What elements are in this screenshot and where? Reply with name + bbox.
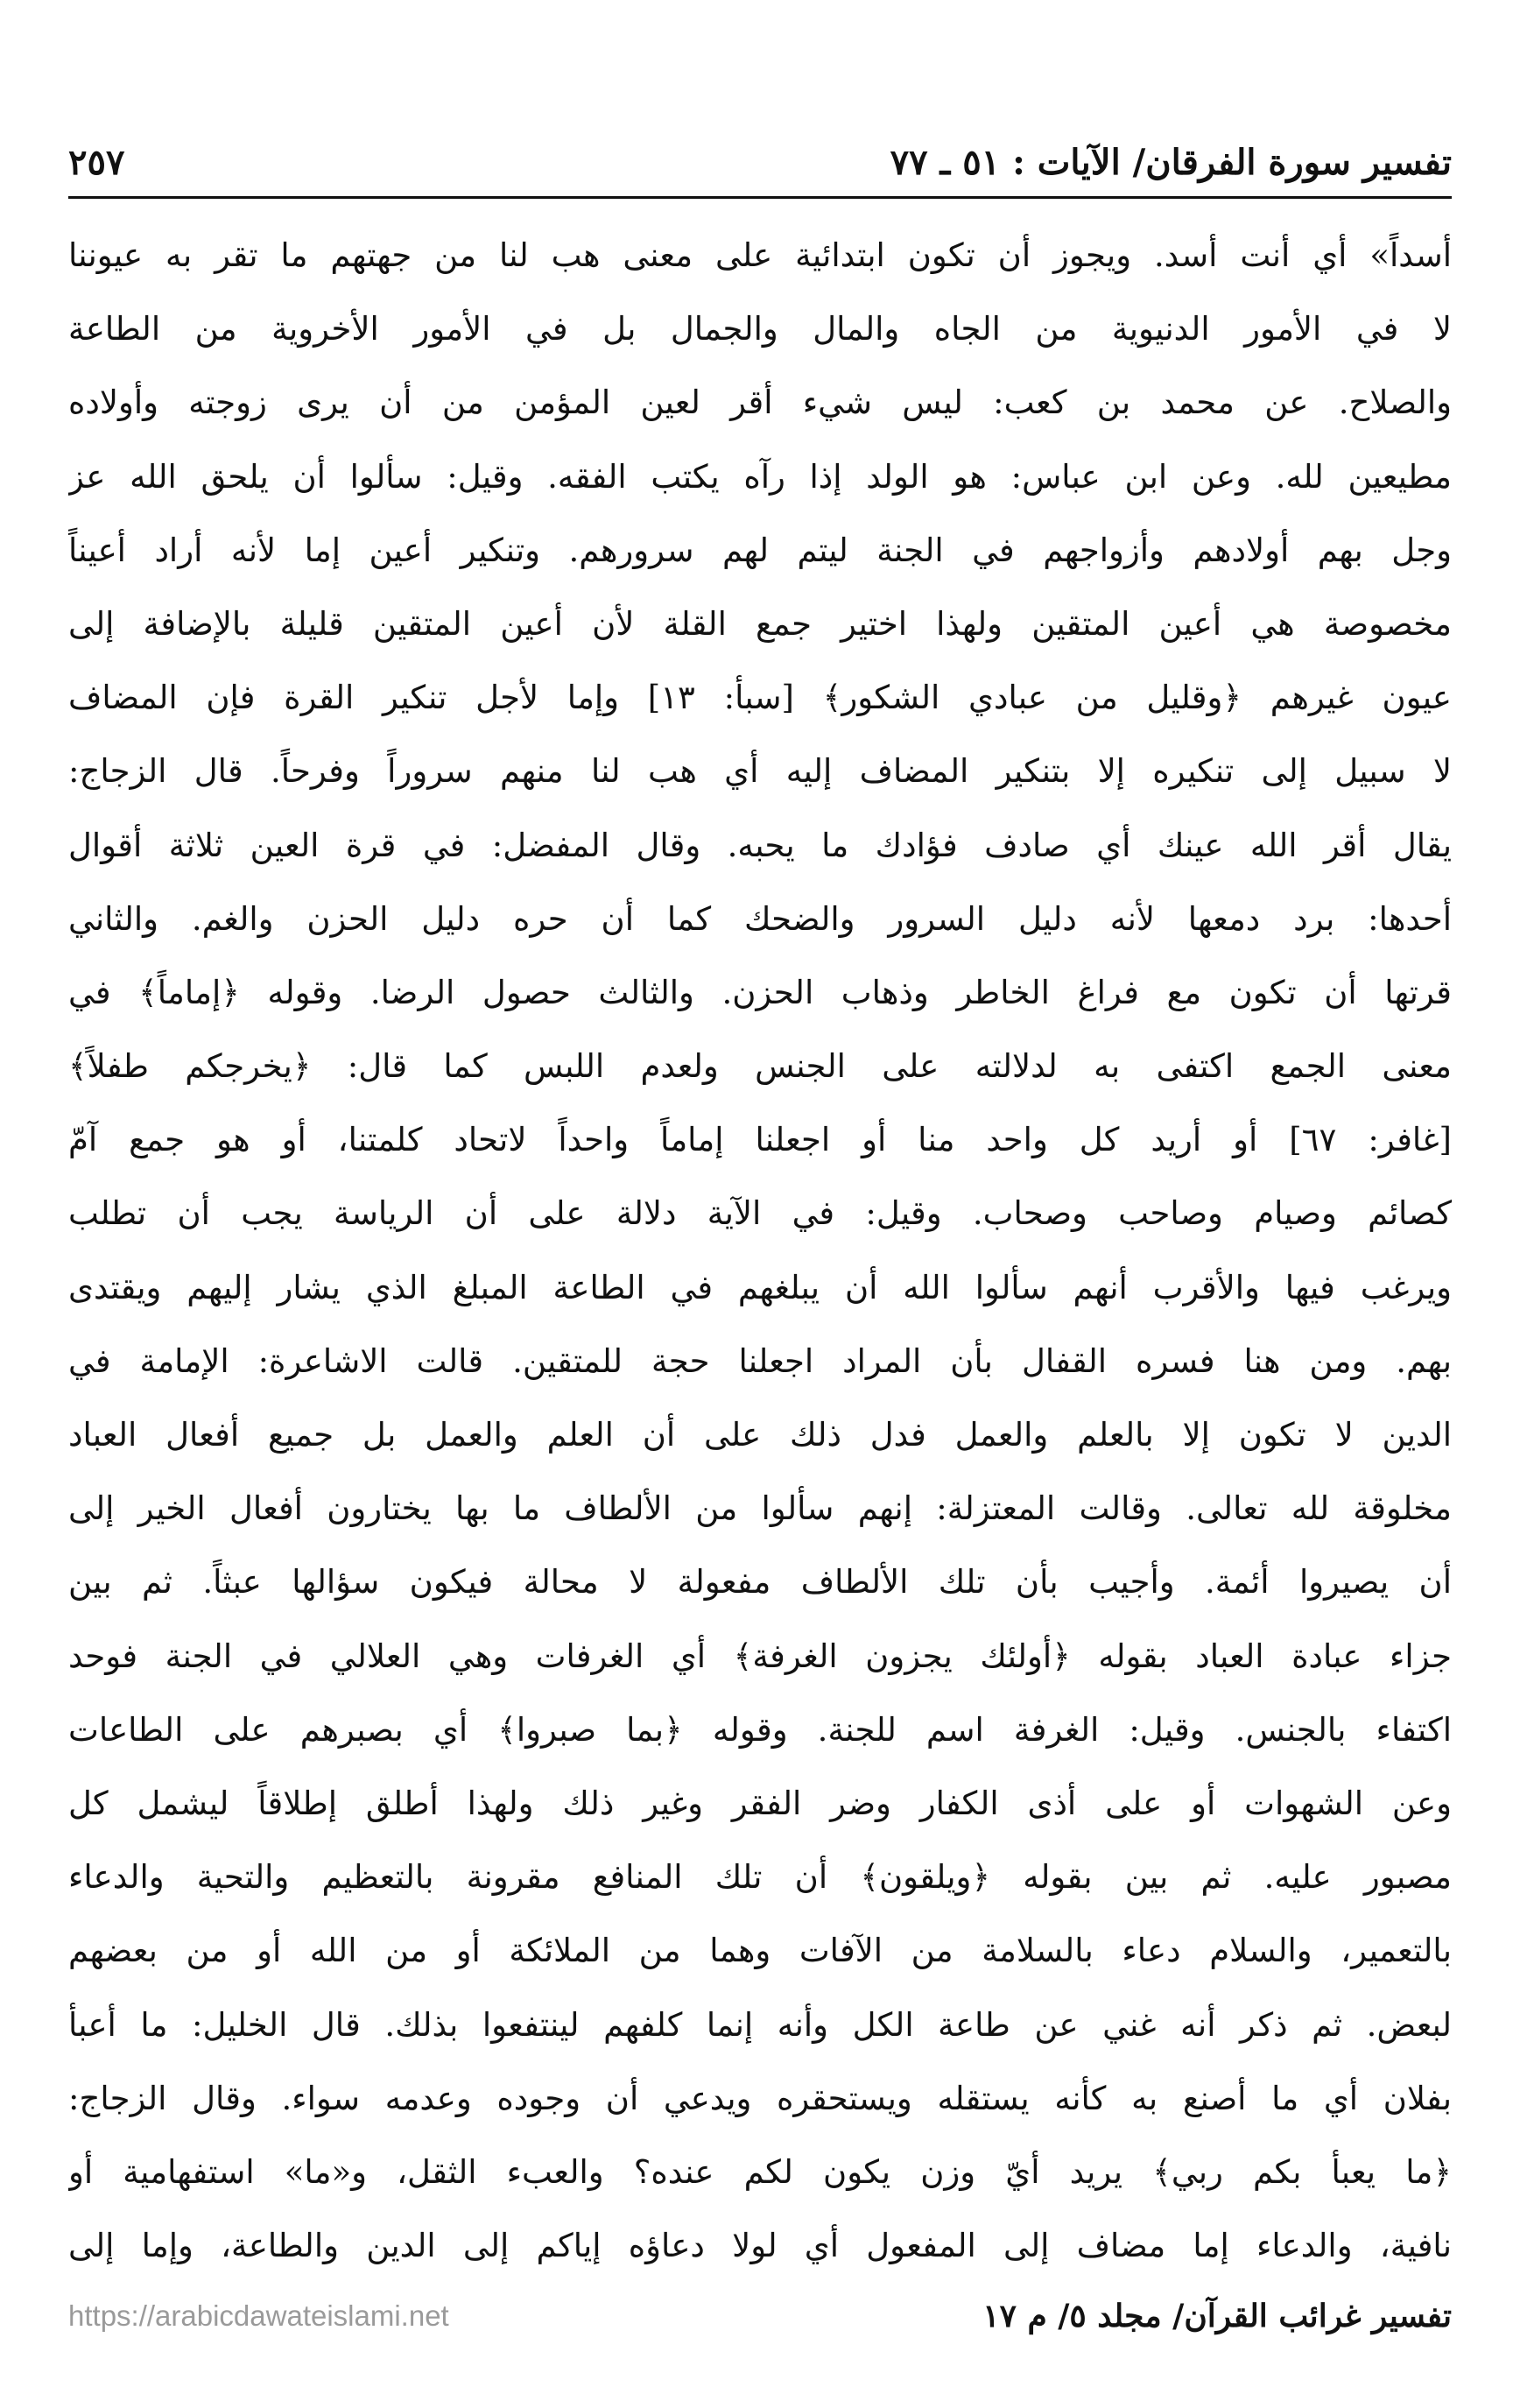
text-line: بهم. ومن هنا فسره القفال بأن المراد اجعلنا حجة للمتقين. قالت الاشاعرة: الإمامة في (68, 1341, 1452, 1380)
page-header (68, 131, 1452, 193)
running-title: تفسير سورة الفرقان/ الآيات : ٥١ ـ ٧٧ (890, 141, 1452, 183)
text-line: ﴿ما يعبأ بكم ربي﴾ يريد أيّ وزن يكون لكم عنده؟ والعبء الثقل، و«ما» استفهامية أو (68, 2152, 1452, 2191)
text-line: وجل بهم أولادهم وأزواجهم في الجنة ليتم لهم سرورهم. وتنكير أعين إما لأنه أراد أعيناً (68, 531, 1452, 569)
text-line: والصلاح. عن محمد بن كعب: ليس شيء أقر لعين المؤمن من أن يرى زوجته وأولاده (68, 384, 1452, 422)
header-rule (68, 196, 1452, 199)
page-footer (68, 2290, 1452, 2342)
text-line: وعن الشهوات أو على أذى الكفار وضر الفقر وغير ذلك ولهذا أطلق إطلاقاً ليشمل كل (68, 1784, 1452, 1822)
text-line: كصائم وصيام وصاحب وصحاب. وقيل: في الآية دلالة على أن الرياسة يجب أن تطلب (68, 1194, 1452, 1233)
page-number: ٢٥٧ (68, 141, 125, 183)
footer-book-reference: تفسير غرائب القرآن/ مجلد ٥/ م ١٧ (982, 2298, 1452, 2334)
text-line: مخلوقة لله تعالى. وقالت المعتزلة: إنهم سألوا من الألطاف ما بها يختارون أفعال الخير إلى (68, 1489, 1452, 1528)
watermark-url: https://arabicdawateislami.net (68, 2299, 449, 2332)
text-line: نافية، والدعاء إما مضاف إلى المفعول أي لولا دعاؤه إياكم إلى الدين والطاعة، وإما إلى (68, 2227, 1452, 2265)
text-line: ويرغب فيها والأقرب أنهم سألوا الله أن يبلغهم في الطاعة المبلغ الذي يشار إليهم ويقتدى (68, 1268, 1452, 1306)
text-line: معنى الجمع اكتفى به لدلالته على الجنس ولعدم اللبس كما قال: ﴿يخرجكم طفلاً﴾ (68, 1047, 1452, 1086)
text-line: اكتفاء بالجنس. وقيل: الغرفة اسم للجنة. وقوله ﴿بما صبروا﴾ أي بصبرهم على الطاعات (68, 1710, 1452, 1749)
text-line: الدين لا تكون إلا بالعلم والعمل فدل ذلك على أن العلم والعمل بل جميع أفعال العباد (68, 1416, 1452, 1454)
text-line: عيون غيرهم ﴿وقليل من عبادي الشكور﴾ [سبأ: ١٣] وإما لأجل تنكير القرة فإن المضاف (68, 679, 1452, 717)
text-line: جزاء عبادة العباد بقوله ﴿أولئك يجزون الغرفة﴾ أي الغرفات وهي العلالي في الجنة فوحد (68, 1637, 1452, 1675)
text-line: قرتها أن تكون مع فراغ الخاطر وذهاب الحزن. والثالث حصول الرضا. وقوله ﴿إماماً﴾ في (68, 973, 1452, 1011)
text-line: لا سبيل إلى تنكيره إلا بتنكير المضاف إليه أي هب لنا منهم سروراً وفرحاً. قال الزجاج: (68, 752, 1452, 791)
text-line: أسداً» أي أنت أسد. ويجوز أن تكون ابتدائية على معنى هب لنا من جهتهم ما تقر به عيوننا (68, 236, 1452, 274)
text-line: أن يصيروا أئمة. وأجيب بأن تلك الألطاف مفعولة لا محالة فيكون سؤالها عبثاً. ثم بين (68, 1563, 1452, 1602)
text-line: لا في الأمور الدنيوية من الجاه والمال والجمال بل في الأمور الأخروية من الطاعة (68, 310, 1452, 349)
body-text (68, 219, 1452, 2283)
text-line: أحدها: برد دمعها لأنه دليل السرور والضحك كما أن حره دليل الحزن والغم. والثاني (68, 899, 1452, 938)
text-line: يقال أقر الله عينك أي صادف فؤادك ما يحبه. وقال المفضل: في قرة العين ثلاثة أقوال (68, 826, 1452, 864)
text-line: بالتعمير، والسلام دعاء بالسلامة من الآفات وهما من الملائكة أو من الله أو من بعضهم (68, 1932, 1452, 1970)
text-line: مطيعين لله. وعن ابن عباس: هو الولد إذا رآه يكتب الفقه. وقيل: سألوا أن يلحق الله عز (68, 457, 1452, 496)
text-line: مخصوصة هي أعين المتقين ولهذا اختير جمع القلة لأن أعين المتقين قليلة بالإضافة إلى (68, 604, 1452, 643)
text-line: لبعض. ثم ذكر أنه غني عن طاعة الكل وأنه إنما كلفهم لينتفعوا بذلك. قال الخليل: ما أعبأ (68, 2005, 1452, 2044)
text-line: [غافر: ٦٧] أو أريد كل واحد منا أو اجعلنا إماماً واحداً لاتحاد كلمتنا، أو هو جمع آمّ (68, 1121, 1452, 1159)
text-line: بفلان أي ما أصنع به كأنه يستقله ويستحقره ويدعي أن وجوده وعدمه سواء. وقال الزجاج: (68, 2079, 1452, 2117)
text-line: مصبور عليه. ثم بين بقوله ﴿ويلقون﴾ أن تلك المنافع مقرونة بالتعظيم والتحية والدعاء (68, 1858, 1452, 1897)
